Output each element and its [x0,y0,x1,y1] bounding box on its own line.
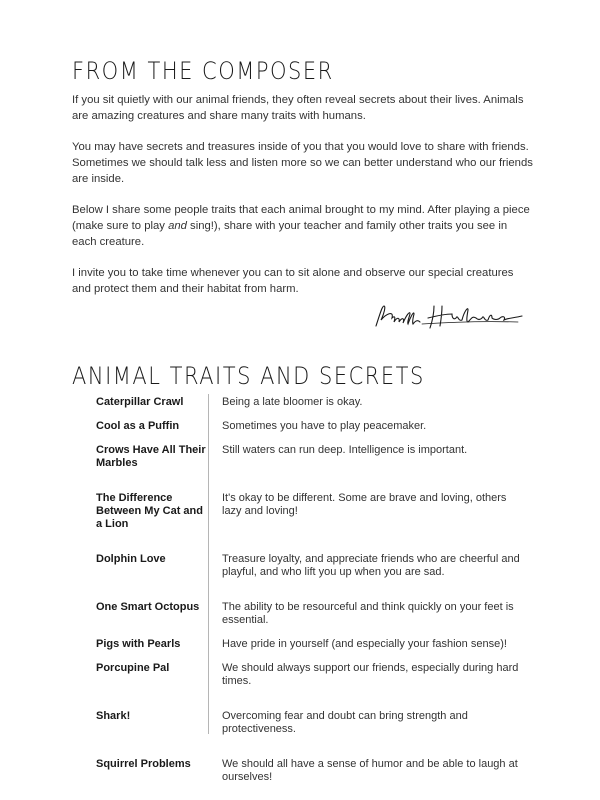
trait-description: Sometimes you have to play peacemaker. [222,420,427,432]
trait-row [96,662,536,688]
trait-animal-name: Dolphin Love [96,553,166,565]
trait-animal-name: Porcupine Pal [96,662,170,674]
trait-description: Have pride in yourself (and especially your fashion sense)! [222,638,507,650]
trait-animal-name: Squirrel Problems [96,758,191,770]
intro-paragraph-1: If you sit quietly with our animal friends, they often reveal secrets about their lives. Animals are amazing creatures and share many traits with humans. [72,94,524,122]
trait-animal-name: Pigs with Pearls [96,638,181,650]
traits-heading: ANIMAL TRAITS AND SECRETS [72,362,425,390]
intro-paragraph-4: I invite you to take time whenever you can to sit alone and observe our special creatures and protect them and their habitat from harm. [72,267,514,295]
intro-paragraph-3 [72,202,534,250]
trait-animal-name: Crows Have All Their Marbles [96,444,206,469]
trait-row [96,553,536,579]
trait-animal-name: Shark! [96,710,131,722]
intro-paragraph-3-before: Below I share some people traits that each animal brought to my mind. After playing a piece (make sure to play [72,204,530,232]
trait-description: The ability to be resourceful and think quickly on your feet is essential. [222,601,514,626]
trait-description: We should always support our friends, especially during hard times. [222,662,519,687]
intro-paragraph-3-emphasis: and [168,220,187,232]
trait-animal-name: One Smart Octopus [96,601,200,613]
trait-row [96,601,536,627]
trait-animal-name: Cool as a Puffin [96,420,180,432]
composer-heading: FROM THE COMPOSER [72,57,334,85]
trait-description: Still waters can run deep. Intelligence is important. [222,444,468,456]
trait-description: Treasure loyalty, and appreciate friends who are cheerful and playful, and who lift you up when you are sad. [222,553,520,578]
trait-row [96,710,536,736]
trait-row [96,492,536,531]
composer-intro [72,92,534,312]
trait-description: Overcoming fear and doubt can bring strength and protectiveness. [222,710,468,735]
trait-description: We should all have a sense of humor and be able to laugh at ourselves! [222,758,518,783]
trait-row [96,396,536,409]
traits-table [96,396,536,784]
trait-row [96,638,536,651]
trait-row [96,758,536,784]
intro-paragraph-2: You may have secrets and treasures inside of you that you would love to share with friends. Sometimes we should talk less and listen more so we can better understand who our friends are inside. [72,141,533,185]
trait-animal-name: Caterpillar Crawl [96,396,184,408]
intro-paragraph-3-after: sing!), share with your teacher and family other traits you see in each creature. [72,220,508,248]
trait-description: It's okay to be different. Some are brave and loving, others lazy and loving! [222,492,507,517]
trait-description: Being a late bloomer is okay. [222,396,363,408]
trait-animal-name: The Difference Between My Cat and a Lion [96,492,203,530]
trait-row [96,420,536,433]
trait-row [96,444,536,470]
signature [372,300,532,332]
